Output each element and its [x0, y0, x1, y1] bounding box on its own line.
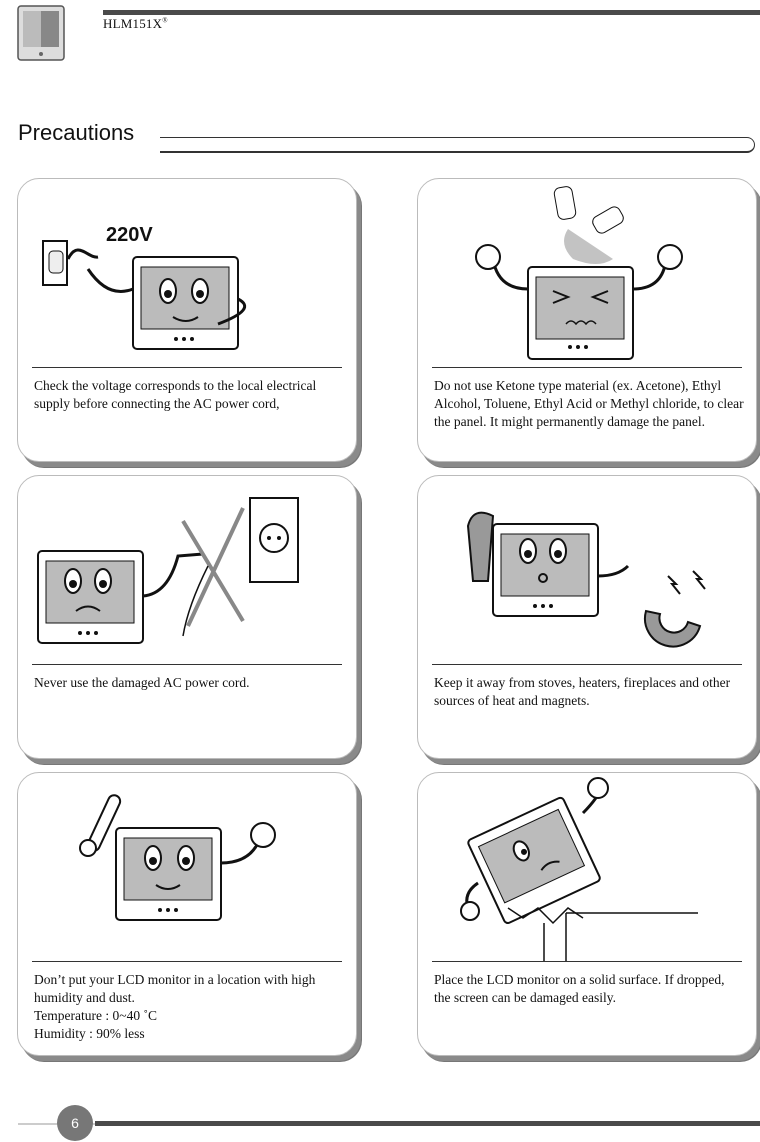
card-divider	[432, 367, 742, 368]
registered-mark: ®	[162, 16, 168, 25]
card-divider	[32, 664, 342, 665]
card-text: Check the voltage corresponds to the local electrical supply before connecting the AC power cord,	[34, 378, 317, 411]
card-divider	[432, 664, 742, 665]
humidity-illustration	[18, 773, 358, 961]
precaution-card-humidity	[17, 772, 357, 1056]
heat-magnets-illustration	[418, 476, 758, 664]
precaution-card-voltage	[17, 178, 357, 462]
card-divider	[432, 961, 742, 962]
power-cord-illustration	[18, 476, 358, 664]
humidity-line: Humidity : 90% less	[34, 1026, 145, 1041]
card-text-main: Don’t put your LCD monitor in a location with high humidity and dust.	[34, 972, 316, 1005]
solid-surface-illustration	[418, 773, 758, 961]
monitor-thumbnail-icon	[16, 4, 68, 64]
card-text: Place the LCD monitor on a solid surface. If dropped, the screen can be damaged easily.	[434, 972, 725, 1005]
card-divider	[32, 961, 342, 962]
page-number-badge: 6	[57, 1105, 93, 1141]
card-divider	[32, 367, 342, 368]
voltage-label: 220V	[106, 224, 153, 246]
precaution-card-chemicals	[417, 178, 757, 462]
voltage-illustration	[18, 179, 358, 367]
card-text: Do not use Ketone type material (ex. Acetone), Ethyl Alcohol, Toluene, Ethyl Acid or Methyl chloride, to clear the panel. It might permanently damage the panel.	[434, 378, 744, 429]
card-text	[34, 971, 344, 1043]
precaution-card-power-cord	[17, 475, 357, 759]
footer-rule-thick	[95, 1121, 760, 1126]
title-rule	[160, 137, 755, 153]
chemicals-illustration	[418, 179, 758, 367]
section-title: Precautions	[18, 120, 135, 145]
precaution-card-solid-surface	[417, 772, 757, 1056]
card-text: Keep it away from stoves, heaters, fireplaces and other sources of heat and magnets.	[434, 675, 731, 708]
header-bar	[103, 10, 760, 15]
model-name	[103, 16, 168, 32]
model-label: HLM151X	[103, 16, 163, 31]
precaution-card-heat-magnets	[417, 475, 757, 759]
temperature-line: Temperature : 0~40 ˚C	[34, 1008, 157, 1023]
card-text: Never use the damaged AC power cord.	[34, 675, 250, 690]
